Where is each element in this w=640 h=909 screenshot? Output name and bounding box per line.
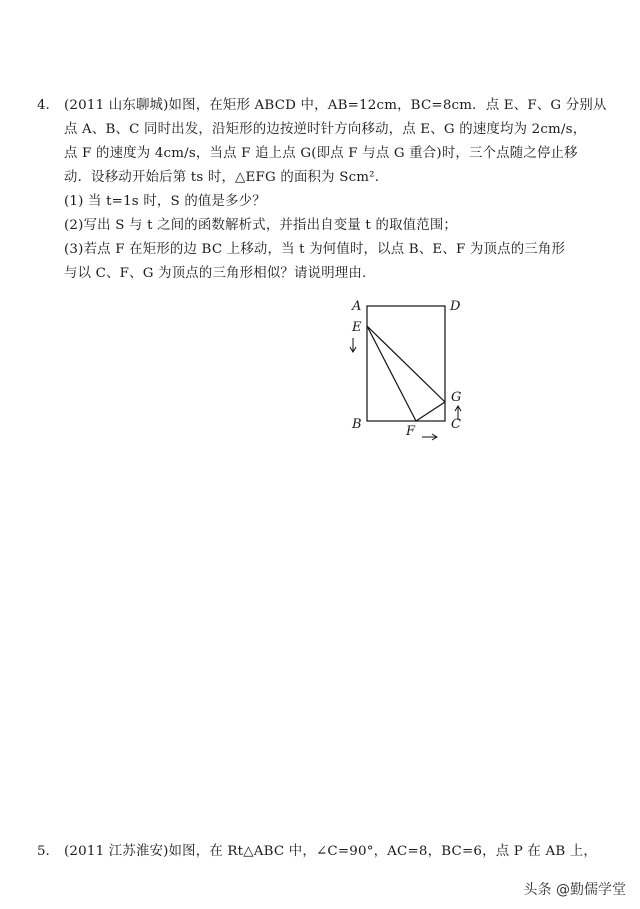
problem-4-part-1: (1) 当 t=1s 时，S 的值是多少？ — [64, 194, 266, 209]
problem-4-number: 4. — [37, 98, 50, 113]
problem-4-part-3: (3)若点 F 在矩形的边 BC 上移动，当 t 为何值时，以点 B、E、F 为顶点的三角形 — [64, 242, 566, 257]
label-g: G — [451, 390, 462, 405]
label-c: C — [451, 417, 461, 432]
segment-fg — [416, 402, 445, 421]
problem-4-part-3-cont: 与以 C、F、G 为顶点的三角形相似？请说明理由. — [64, 266, 367, 281]
label-f: F — [406, 424, 416, 439]
watermark: 头条 @勤儒学堂 — [523, 882, 626, 898]
problem-5-number: 5. — [37, 844, 50, 859]
problem-4-part-2: (2)写出 S 与 t 之间的函数解析式，并指出自变量 t 的取值范围； — [64, 218, 458, 233]
problem-4-line-4: 动．设移动开始后第 ts 时，△EFG 的面积为 Scm². — [64, 170, 380, 185]
segment-eg — [367, 326, 445, 402]
problem-4-line-2: 点 A、B、C 同时出发，沿矩形的边按逆时针方向移动，点 E、G 的速度均为 2cm/s， — [64, 122, 587, 137]
label-a: A — [352, 299, 362, 314]
rectangle-figure — [340, 296, 480, 444]
problem-4-line-3: 点 F 的速度为 4cm/s，当点 F 追上点 G(即点 F 与点 G 重合)时，三个点随之停止移 — [64, 146, 578, 161]
label-b: B — [352, 417, 362, 432]
arrow-right-icon — [422, 434, 437, 440]
arrow-down-icon — [350, 338, 356, 352]
problem-4-line-1: (2011 山东聊城)如图，在矩形 ABCD 中，AB=12cm，BC=8cm．点 E、F、G 分别从 — [64, 98, 607, 113]
label-e: E — [352, 320, 362, 335]
segment-ef — [367, 326, 416, 421]
problem-5-text: (2011 江苏淮安)如图，在 Rt△ABC 中，∠C=90°，AC=8，BC=6，点 P 在 AB 上， — [64, 844, 597, 859]
label-d: D — [450, 299, 461, 314]
